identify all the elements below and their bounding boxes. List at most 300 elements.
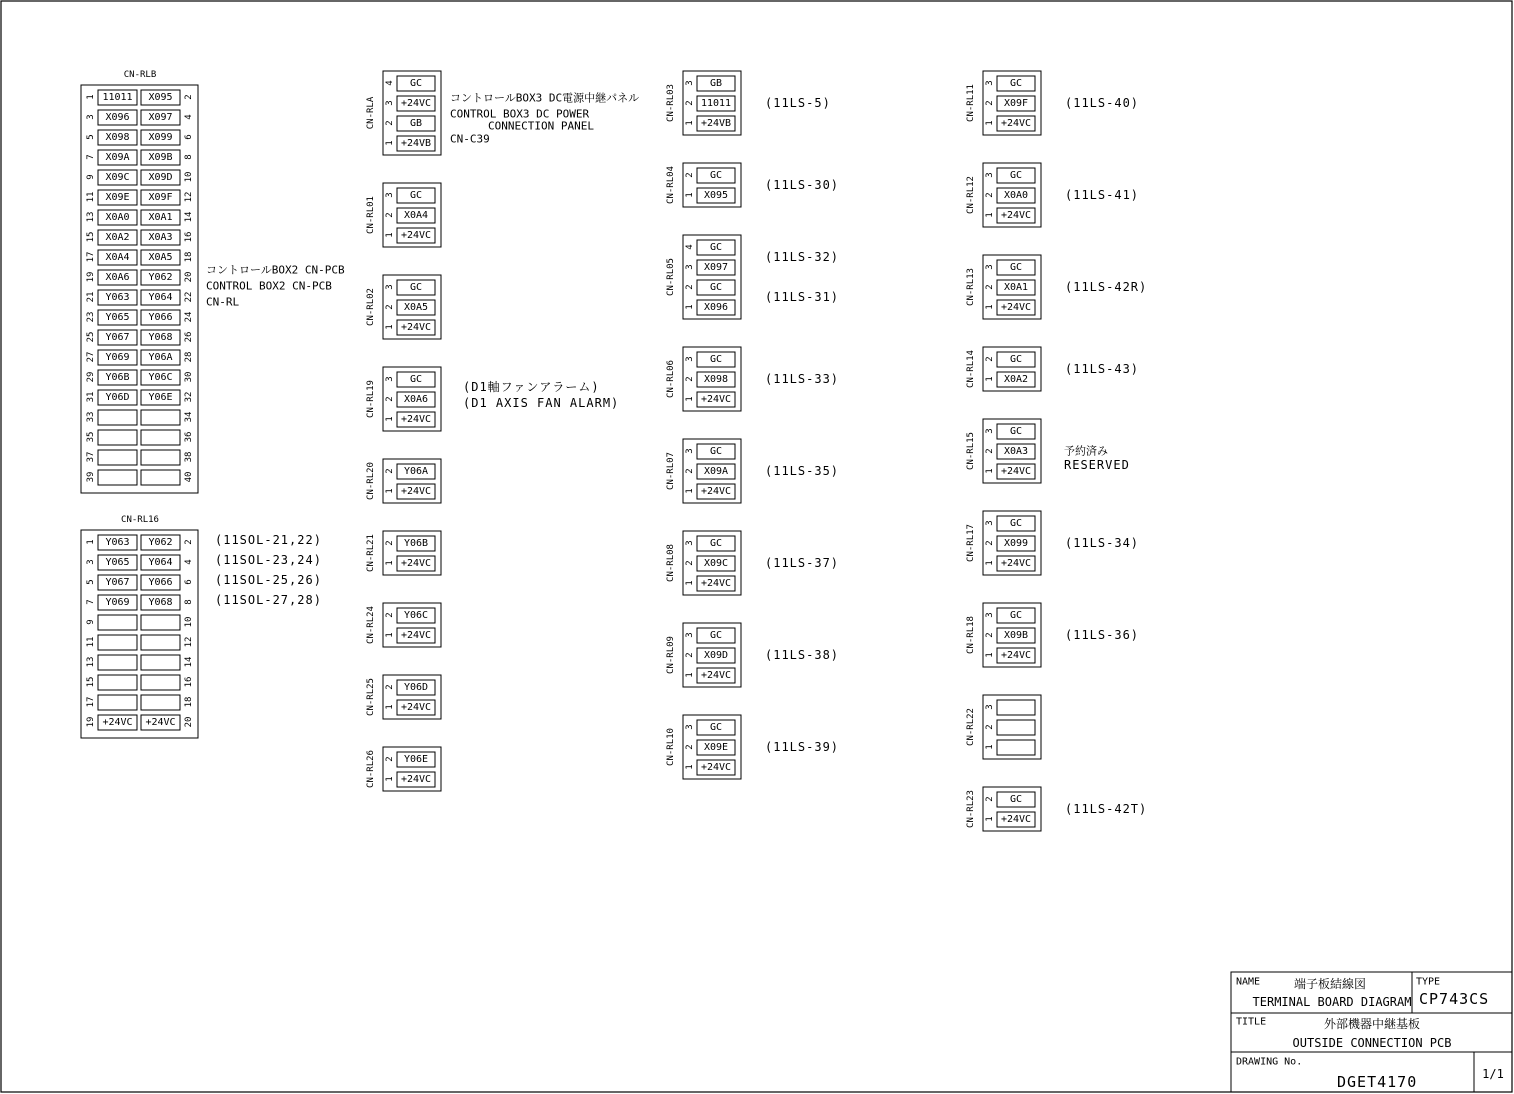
- cn-rlb-signal-label: Y068: [148, 332, 173, 343]
- cn-rl25-signal-label: Y06D: [403, 682, 429, 693]
- cn-rl09-note: (11LS-38): [765, 648, 840, 662]
- cn-rlb-pin-number: 13: [86, 211, 96, 223]
- cn-rlb-signal-label: X097: [148, 112, 173, 123]
- cn-rla-pin-number: 1: [385, 140, 395, 146]
- cn-rl18-signal-label: GC: [1009, 610, 1023, 621]
- cn-rl10-note: (11LS-39): [765, 740, 840, 754]
- tb-drawing-no: DGET4170: [1337, 1073, 1418, 1091]
- cn-rlb-pin-number: 2: [184, 94, 194, 100]
- cn-rl25-signal-label: +24VC: [400, 702, 432, 713]
- cn-rl25-label: CN-RL25: [366, 678, 376, 716]
- cn-rl13-pin-number: 3: [985, 264, 995, 270]
- cn-rl03-pin-number: 2: [685, 100, 695, 106]
- cn-rl19-note: (D1 AXIS FAN ALARM): [463, 396, 620, 410]
- cn-rl20-label: CN-RL20: [366, 462, 376, 500]
- cn-rlb-pin-number: 8: [184, 154, 194, 160]
- cn-rl16-note-1: (11SOL-21,22): [215, 533, 322, 547]
- cn-rl19-signal-label: +24VC: [400, 414, 432, 425]
- cn-rl10-pin-number: 3: [685, 724, 695, 730]
- cn-rla-desc-3: CONNECTION PANEL: [488, 119, 594, 133]
- cn-rl16-signal-label: Y067: [105, 577, 130, 588]
- cn-rl03-signal-label: +24VB: [700, 118, 732, 129]
- cn-rl12-note: (11LS-41): [1065, 188, 1140, 202]
- cn-rla-signal-label: GC: [409, 78, 423, 89]
- cn-rlb-label: CN-RLB: [123, 70, 157, 80]
- cn-rl07-signal-label: +24VC: [700, 486, 732, 497]
- cn-rl22-pin-number: 3: [985, 704, 995, 710]
- cn-rl16-terminal-cell: [98, 635, 137, 650]
- cn-rl26-signal-label: +24VC: [400, 774, 432, 785]
- cn-rlb-pin-number: 14: [184, 211, 194, 223]
- cn-rlb-signal-label: X0A5: [148, 252, 173, 263]
- cn-rlb-pin-number: 23: [86, 311, 96, 323]
- cn-rlb-pin-number: 5: [86, 134, 96, 140]
- cn-rl24-pin-number: 1: [385, 632, 395, 638]
- cn-rl02-label: CN-RL02: [366, 288, 376, 326]
- cn-rl16-pin-number: 10: [184, 616, 194, 628]
- cn-rl07-label: CN-RL07: [666, 452, 676, 490]
- cn-rl26-label: CN-RL26: [366, 750, 376, 788]
- cn-rl17-signal-label: GC: [1009, 518, 1023, 529]
- cn-rlb-pin-number: 30: [184, 371, 194, 383]
- cn-rla-pin-number: 2: [385, 120, 395, 126]
- cn-rl19-pin-number: 2: [385, 396, 395, 402]
- cn-rl16-pin-number: 8: [184, 599, 194, 605]
- cn-rl16-pin-number: 13: [86, 656, 96, 668]
- cn-rlb-pin-number: 19: [86, 271, 96, 283]
- cn-rlb-signal-label: X09F: [148, 192, 173, 203]
- cn-rl04-pin-number: 2: [685, 172, 695, 178]
- cn-rl16-terminal-cell: [98, 695, 137, 710]
- cn-rl12-signal-label: GC: [1009, 170, 1023, 181]
- tb-title-label: TITLE: [1236, 1016, 1267, 1028]
- cn-rl16-pin-number: 5: [86, 579, 96, 585]
- tb-name-jp: 端子板結線図: [1293, 977, 1367, 991]
- cn-rl17-pin-number: 2: [985, 540, 995, 546]
- cn-rl07-pin-number: 3: [685, 448, 695, 454]
- cn-rl26-pin-number: 2: [385, 756, 395, 762]
- cn-rl21-signal-label: Y06B: [403, 538, 429, 549]
- cn-rlb-desc-2: CONTROL BOX2 CN-PCB: [206, 279, 332, 293]
- cn-rl16-terminal-cell: [141, 675, 180, 690]
- cn-rl01-pin-number: 1: [385, 232, 395, 238]
- cn-rla-desc-4: CN-C39: [450, 132, 490, 146]
- cn-rl05-signal-label: GC: [709, 242, 723, 253]
- cn-rlb-pin-number: 21: [86, 291, 96, 303]
- cn-rl09-pin-number: 2: [685, 652, 695, 658]
- cn-rla-label: CN-RLA: [366, 96, 376, 130]
- cn-rl02-signal-label: GC: [409, 282, 423, 293]
- cn-rl17-pin-number: 3: [985, 520, 995, 526]
- cn-rl01-pin-number: 2: [385, 212, 395, 218]
- cn-rlb-pin-number: 28: [184, 351, 194, 363]
- cn-rl04-label: CN-RL04: [666, 166, 676, 204]
- cn-rl19-signal-label: GC: [409, 374, 423, 385]
- cn-rl13-note: (11LS-42R): [1065, 280, 1148, 294]
- cn-rla-pin-number: 3: [385, 100, 395, 106]
- cn-rl18-signal-label: X09B: [1003, 630, 1029, 641]
- cn-rlb-signal-label: Y066: [148, 312, 173, 323]
- cn-rl22-pin-number: 1: [985, 744, 995, 750]
- cn-rl24-pin-number: 2: [385, 612, 395, 618]
- tb-sheet: 1/1: [1482, 1067, 1504, 1081]
- cn-rlb-pin-number: 35: [86, 431, 96, 443]
- cn-rl06-signal-label: +24VC: [700, 394, 732, 405]
- cn-rl09-pin-number: 1: [685, 672, 695, 678]
- cn-rl17-pin-number: 1: [985, 560, 995, 566]
- tb-name-label: NAME: [1236, 976, 1261, 988]
- cn-rl01-signal-label: +24VC: [400, 230, 432, 241]
- cn-rlb-pin-number: 9: [86, 174, 96, 180]
- cn-rl16-pin-number: 19: [86, 716, 96, 728]
- cn-rlb-pin-number: 16: [184, 231, 194, 243]
- cn-rl19-signal-label: X0A6: [403, 394, 429, 405]
- cn-rla-desc-1: コントロールBOX3 DC電源中継パネル: [450, 91, 640, 105]
- cn-rl17-label: CN-RL17: [966, 524, 976, 562]
- cn-rlb-pin-number: 39: [86, 471, 96, 483]
- cn-rl03-label: CN-RL03: [666, 84, 676, 122]
- cn-rl16-terminal-cell: [141, 655, 180, 670]
- cn-rl24-signal-label: +24VC: [400, 630, 432, 641]
- cn-rl08-signal-label: GC: [709, 538, 723, 549]
- cn-rl16-block: [81, 530, 198, 738]
- cn-rl09-signal-label: X09D: [703, 650, 729, 661]
- cn-rlb-pin-number: 33: [86, 411, 96, 423]
- cn-rl14-signal-label: X0A2: [1003, 374, 1029, 385]
- cn-rl16-terminal-cell: [141, 615, 180, 630]
- cn-rl15-pin-number: 2: [985, 448, 995, 454]
- cn-rlb-terminal-cell: [98, 450, 137, 465]
- cn-rl05-note: (11LS-31): [765, 290, 840, 304]
- cn-rl16-terminal-cell: [141, 635, 180, 650]
- cn-rlb-signal-label: X09A: [105, 152, 130, 163]
- cn-rl17-signal-label: X099: [1003, 538, 1029, 549]
- cn-rl02-pin-number: 1: [385, 324, 395, 330]
- cn-rlb-signal-label: X0A3: [148, 232, 173, 243]
- tb-type-value: CP743CS: [1419, 990, 1490, 1008]
- cn-rla-pin-number: 4: [385, 80, 395, 86]
- cn-rl04-pin-number: 1: [685, 192, 695, 198]
- cn-rl21-pin-number: 2: [385, 540, 395, 546]
- cn-rl17-note: (11LS-34): [1065, 536, 1140, 550]
- cn-rlb-pin-number: 32: [184, 391, 194, 403]
- cn-rlb-pin-number: 4: [184, 114, 194, 120]
- cn-rl13-pin-number: 1: [985, 304, 995, 310]
- cn-rl15-signal-label: GC: [1009, 426, 1023, 437]
- cn-rl10-label: CN-RL10: [666, 728, 676, 766]
- cn-rl12-pin-number: 1: [985, 212, 995, 218]
- cn-rlb-signal-label: Y064: [148, 292, 173, 303]
- cn-rl18-pin-number: 3: [985, 612, 995, 618]
- cn-rl16-signal-label: Y069: [105, 597, 130, 608]
- cn-rl05-label: CN-RL05: [666, 258, 676, 296]
- cn-rl02-signal-label: +24VC: [400, 322, 432, 333]
- cn-rl11-label: CN-RL11: [966, 84, 976, 122]
- cn-rl19-label: CN-RL19: [366, 380, 376, 418]
- cn-rl06-signal-label: X098: [703, 374, 729, 385]
- cn-rlb-pin-number: 27: [86, 351, 96, 363]
- cn-rlb-signal-label: Y069: [105, 352, 130, 363]
- cn-rlb-pin-number: 10: [184, 171, 194, 183]
- cn-rlb-signal-label: X0A6: [105, 272, 130, 283]
- cn-rl16-terminal-cell: [98, 655, 137, 670]
- cn-rl17-signal-label: +24VC: [1000, 558, 1032, 569]
- cn-rlb-pin-number: 22: [184, 291, 194, 303]
- cn-rl08-signal-label: +24VC: [700, 578, 732, 589]
- cn-rl06-label: CN-RL06: [666, 360, 676, 398]
- cn-rl16-signal-label: Y063: [105, 537, 130, 548]
- cn-rl26-signal-label: Y06E: [403, 754, 429, 765]
- cn-rl16-pin-number: 3: [86, 559, 96, 565]
- cn-rl11-signal-label: GC: [1009, 78, 1023, 89]
- cn-rlb-terminal-cell: [98, 430, 137, 445]
- cn-rl08-pin-number: 2: [685, 560, 695, 566]
- cn-rla-signal-label: +24VB: [400, 138, 432, 149]
- cn-rl11-pin-number: 3: [985, 80, 995, 86]
- cn-rl02-pin-number: 2: [385, 304, 395, 310]
- cn-rl16-signal-label: Y065: [105, 557, 130, 568]
- cn-rlb-pin-number: 26: [184, 331, 194, 343]
- cn-rl15-label: CN-RL15: [966, 432, 976, 470]
- cn-rl01-label: CN-RL01: [366, 196, 376, 234]
- cn-rl25-pin-number: 1: [385, 704, 395, 710]
- cn-rl01-pin-number: 3: [385, 192, 395, 198]
- cn-rl16-pin-number: 12: [184, 636, 194, 648]
- cn-rlb-pin-number: 1: [86, 94, 96, 100]
- cn-rlb-signal-label: X0A4: [105, 252, 130, 263]
- cn-rl11-signal-label: X09F: [1003, 98, 1029, 109]
- cn-rl16-note-3: (11SOL-25,26): [215, 573, 322, 587]
- cn-rl07-signal-label: X09A: [703, 466, 729, 477]
- cn-rl08-pin-number: 1: [685, 580, 695, 586]
- cn-rl23-pin-number: 1: [985, 816, 995, 822]
- cn-rla-signal-label: GB: [409, 118, 423, 129]
- cn-rl16-terminal-cell: [141, 695, 180, 710]
- cn-rl15-note: RESERVED: [1064, 458, 1130, 472]
- cn-rlb-pin-number: 6: [184, 134, 194, 140]
- cn-rl16-signal-label: Y068: [148, 597, 173, 608]
- cn-rlb-desc-3: CN-RL: [206, 295, 240, 309]
- cn-rl16-pin-number: 18: [184, 696, 194, 708]
- cn-rl14-signal-label: GC: [1009, 354, 1023, 365]
- cn-rl13-signal-label: X0A1: [1003, 282, 1029, 293]
- tb-name-en: TERMINAL BOARD DIAGRAM: [1252, 995, 1412, 1009]
- cn-rl16-pin-number: 16: [184, 676, 194, 688]
- cn-rl24-label: CN-RL24: [366, 606, 376, 644]
- cn-rlb-signal-label: Y067: [105, 332, 130, 343]
- cn-rlb-signal-label: X0A0: [105, 212, 130, 223]
- cn-rlb-signal-label: X09B: [148, 152, 173, 163]
- cn-rlb-pin-number: 11: [86, 191, 96, 203]
- tb-title-en: OUTSIDE CONNECTION PCB: [1292, 1036, 1452, 1050]
- cn-rlb-signal-label: X09E: [105, 192, 130, 203]
- cn-rlb-signal-label: Y06C: [148, 372, 173, 383]
- cn-rl16-pin-number: 15: [86, 676, 96, 688]
- cn-rl22-pin-number: 2: [985, 724, 995, 730]
- cn-rlb-pin-number: 3: [86, 114, 96, 120]
- cn-rl14-note: (11LS-43): [1065, 362, 1140, 376]
- cn-rl19-note: (D1軸ファンアラーム): [463, 380, 600, 394]
- cn-rl03-note: (11LS-5): [765, 96, 831, 110]
- cn-rl02-signal-label: X0A5: [403, 302, 429, 313]
- cn-rl10-signal-label: +24VC: [700, 762, 732, 773]
- cn-rl16-terminal-cell: [98, 675, 137, 690]
- cn-rl16-pin-number: 6: [184, 579, 194, 585]
- cn-rlb-pin-number: 18: [184, 251, 194, 263]
- connector-group: [366, 71, 1147, 831]
- cn-rlb-pin-number: 24: [184, 311, 194, 323]
- cn-rl23-pin-number: 2: [985, 796, 995, 802]
- cn-rl14-pin-number: 1: [985, 376, 995, 382]
- cn-rl22-label: CN-RL22: [966, 708, 976, 746]
- title-block: [1231, 972, 1512, 1092]
- cn-rlb-pin-number: 40: [184, 471, 194, 483]
- cn-rl16-label: CN-RL16: [121, 515, 159, 525]
- cn-rl04-note: (11LS-30): [765, 178, 840, 192]
- cn-rl09-pin-number: 3: [685, 632, 695, 638]
- cn-rl20-signal-label: Y06A: [403, 466, 429, 477]
- cn-rl09-signal-label: +24VC: [700, 670, 732, 681]
- cn-rlb-signal-label: X0A1: [148, 212, 173, 223]
- cn-rlb-signal-label: X098: [105, 132, 130, 143]
- cn-rl06-note: (11LS-33): [765, 372, 840, 386]
- cn-rlb-pin-number: 31: [86, 391, 96, 403]
- cn-rl05-pin-number: 2: [685, 284, 695, 290]
- cn-rla-block: [366, 71, 441, 155]
- cn-rl18-label: CN-RL18: [966, 616, 976, 654]
- cn-rl01-signal-label: X0A4: [403, 210, 429, 221]
- cn-rla-signal-label: +24VC: [400, 98, 432, 109]
- cn-rl16-pin-number: 2: [184, 539, 194, 545]
- cn-rl10-pin-number: 2: [685, 744, 695, 750]
- cn-rl09-label: CN-RL09: [666, 636, 676, 674]
- cn-rl20-pin-number: 1: [385, 488, 395, 494]
- cn-rl05-signal-label: X096: [703, 302, 729, 313]
- cn-rlb-pin-number: 37: [86, 451, 96, 463]
- cn-rl20-pin-number: 2: [385, 468, 395, 474]
- cn-rl16-pin-number: 17: [86, 696, 96, 708]
- cn-rl25-pin-number: 2: [385, 684, 395, 690]
- tb-title-jp: 外部機器中継基板: [1323, 1017, 1421, 1031]
- cn-rl16-signal-label: Y066: [148, 577, 173, 588]
- cn-rlb-pin-number: 20: [184, 271, 194, 283]
- cn-rl05-signal-label: GC: [709, 282, 723, 293]
- cn-rlb-terminal-cell: [141, 430, 180, 445]
- cn-rl15-pin-number: 3: [985, 428, 995, 434]
- cn-rl16-terminal-cell: [98, 615, 137, 630]
- cn-rl16-signal-label: Y062: [148, 537, 173, 548]
- cn-rlb-pin-number: 17: [86, 251, 96, 263]
- cn-rl18-signal-label: +24VC: [1000, 650, 1032, 661]
- cn-rl24-signal-label: Y06C: [403, 610, 429, 621]
- cn-rlb-terminal-cell: [141, 470, 180, 485]
- cn-rl04-signal-label: GC: [709, 170, 723, 181]
- cn-rlb-signal-label: Y06D: [105, 392, 130, 403]
- cn-rl05-note: (11LS-32): [765, 250, 840, 264]
- cn-rl08-label: CN-RL08: [666, 544, 676, 582]
- cn-rl16-pin-number: 9: [86, 619, 96, 625]
- cn-rlb-terminal-cell: [141, 450, 180, 465]
- cn-rl05-signal-label: X097: [703, 262, 729, 273]
- cn-rl16-pin-number: 1: [86, 539, 96, 545]
- cn-rl02-pin-number: 3: [385, 284, 395, 290]
- cn-rl08-signal-label: X09C: [703, 558, 729, 569]
- cn-rl22-terminal-cell: [997, 720, 1035, 735]
- cn-rl07-pin-number: 1: [685, 488, 695, 494]
- cn-rl12-pin-number: 2: [985, 192, 995, 198]
- cn-rlb-signal-label: X09D: [148, 172, 173, 183]
- cn-rl21-label: CN-RL21: [366, 534, 376, 572]
- cn-rl12-pin-number: 3: [985, 172, 995, 178]
- cn-rl07-pin-number: 2: [685, 468, 695, 474]
- cn-rl21-pin-number: 1: [385, 560, 395, 566]
- cn-rl13-pin-number: 2: [985, 284, 995, 290]
- cn-rl16-signal-label: +24VC: [145, 717, 176, 728]
- cn-rl16-signal-label: Y064: [148, 557, 173, 568]
- cn-rl23-label: CN-RL23: [966, 790, 976, 828]
- cn-rl16-pin-number: 20: [184, 716, 194, 728]
- cn-rl04-signal-label: X095: [703, 190, 729, 201]
- cn-rlb-pin-number: 25: [86, 331, 96, 343]
- cn-rl03-pin-number: 1: [685, 120, 695, 126]
- cn-rlb-signal-label: X096: [105, 112, 130, 123]
- cn-rl03-signal-label: GB: [709, 78, 723, 89]
- tb-drawing-label: DRAWING No.: [1236, 1056, 1303, 1068]
- cn-rl19-pin-number: 3: [385, 376, 395, 382]
- cn-rl03-signal-label: 11011: [700, 98, 732, 109]
- cn-rlb-pin-number: 36: [184, 431, 194, 443]
- cn-rl15-signal-label: X0A3: [1003, 446, 1029, 457]
- cn-rl05-pin-number: 3: [685, 264, 695, 270]
- cn-rl11-pin-number: 1: [985, 120, 995, 126]
- cn-rl19-pin-number: 1: [385, 416, 395, 422]
- cn-rl23-signal-label: GC: [1009, 794, 1023, 805]
- cn-rlb-block: [81, 85, 198, 493]
- cn-rlb-pin-number: 12: [184, 191, 194, 203]
- cn-rl09-signal-label: GC: [709, 630, 723, 641]
- cn-rlb-pin-number: 15: [86, 231, 96, 243]
- cn-rl11-signal-label: +24VC: [1000, 118, 1032, 129]
- cn-rl14-pin-number: 2: [985, 356, 995, 362]
- cn-rl10-signal-label: X09E: [703, 742, 729, 753]
- cn-rl12-label: CN-RL12: [966, 176, 976, 214]
- cn-rl16-pin-number: 11: [86, 636, 96, 648]
- cn-rl07-signal-label: GC: [709, 446, 723, 457]
- cn-rlb-signal-label: Y065: [105, 312, 130, 323]
- cn-rl16-pin-number: 14: [184, 656, 194, 668]
- cn-rl16-pin-number: 4: [184, 559, 194, 565]
- cn-rlb-terminal-cell: [98, 470, 137, 485]
- cn-rlb-signal-label: X099: [148, 132, 173, 143]
- cn-rl16-note-4: (11SOL-27,28): [215, 593, 322, 607]
- cn-rl16-pin-number: 7: [86, 599, 96, 605]
- cn-rl11-pin-number: 2: [985, 100, 995, 106]
- cn-rl06-pin-number: 2: [685, 376, 695, 382]
- cn-rl08-pin-number: 3: [685, 540, 695, 546]
- cn-rl06-pin-number: 1: [685, 396, 695, 402]
- cn-rl08-note: (11LS-37): [765, 556, 840, 570]
- cn-rl16-note-2: (11SOL-23,24): [215, 553, 322, 567]
- cn-rl15-pin-number: 1: [985, 468, 995, 474]
- cn-rl21-signal-label: +24VC: [400, 558, 432, 569]
- cn-rl16-signal-label: +24VC: [102, 717, 133, 728]
- cn-rl10-pin-number: 1: [685, 764, 695, 770]
- cn-rl23-signal-label: +24VC: [1000, 814, 1032, 825]
- tb-type-label: TYPE: [1416, 976, 1441, 988]
- cn-rlb-signal-label: X0A2: [105, 232, 130, 243]
- cn-rl06-signal-label: GC: [709, 354, 723, 365]
- cn-rl10-signal-label: GC: [709, 722, 723, 733]
